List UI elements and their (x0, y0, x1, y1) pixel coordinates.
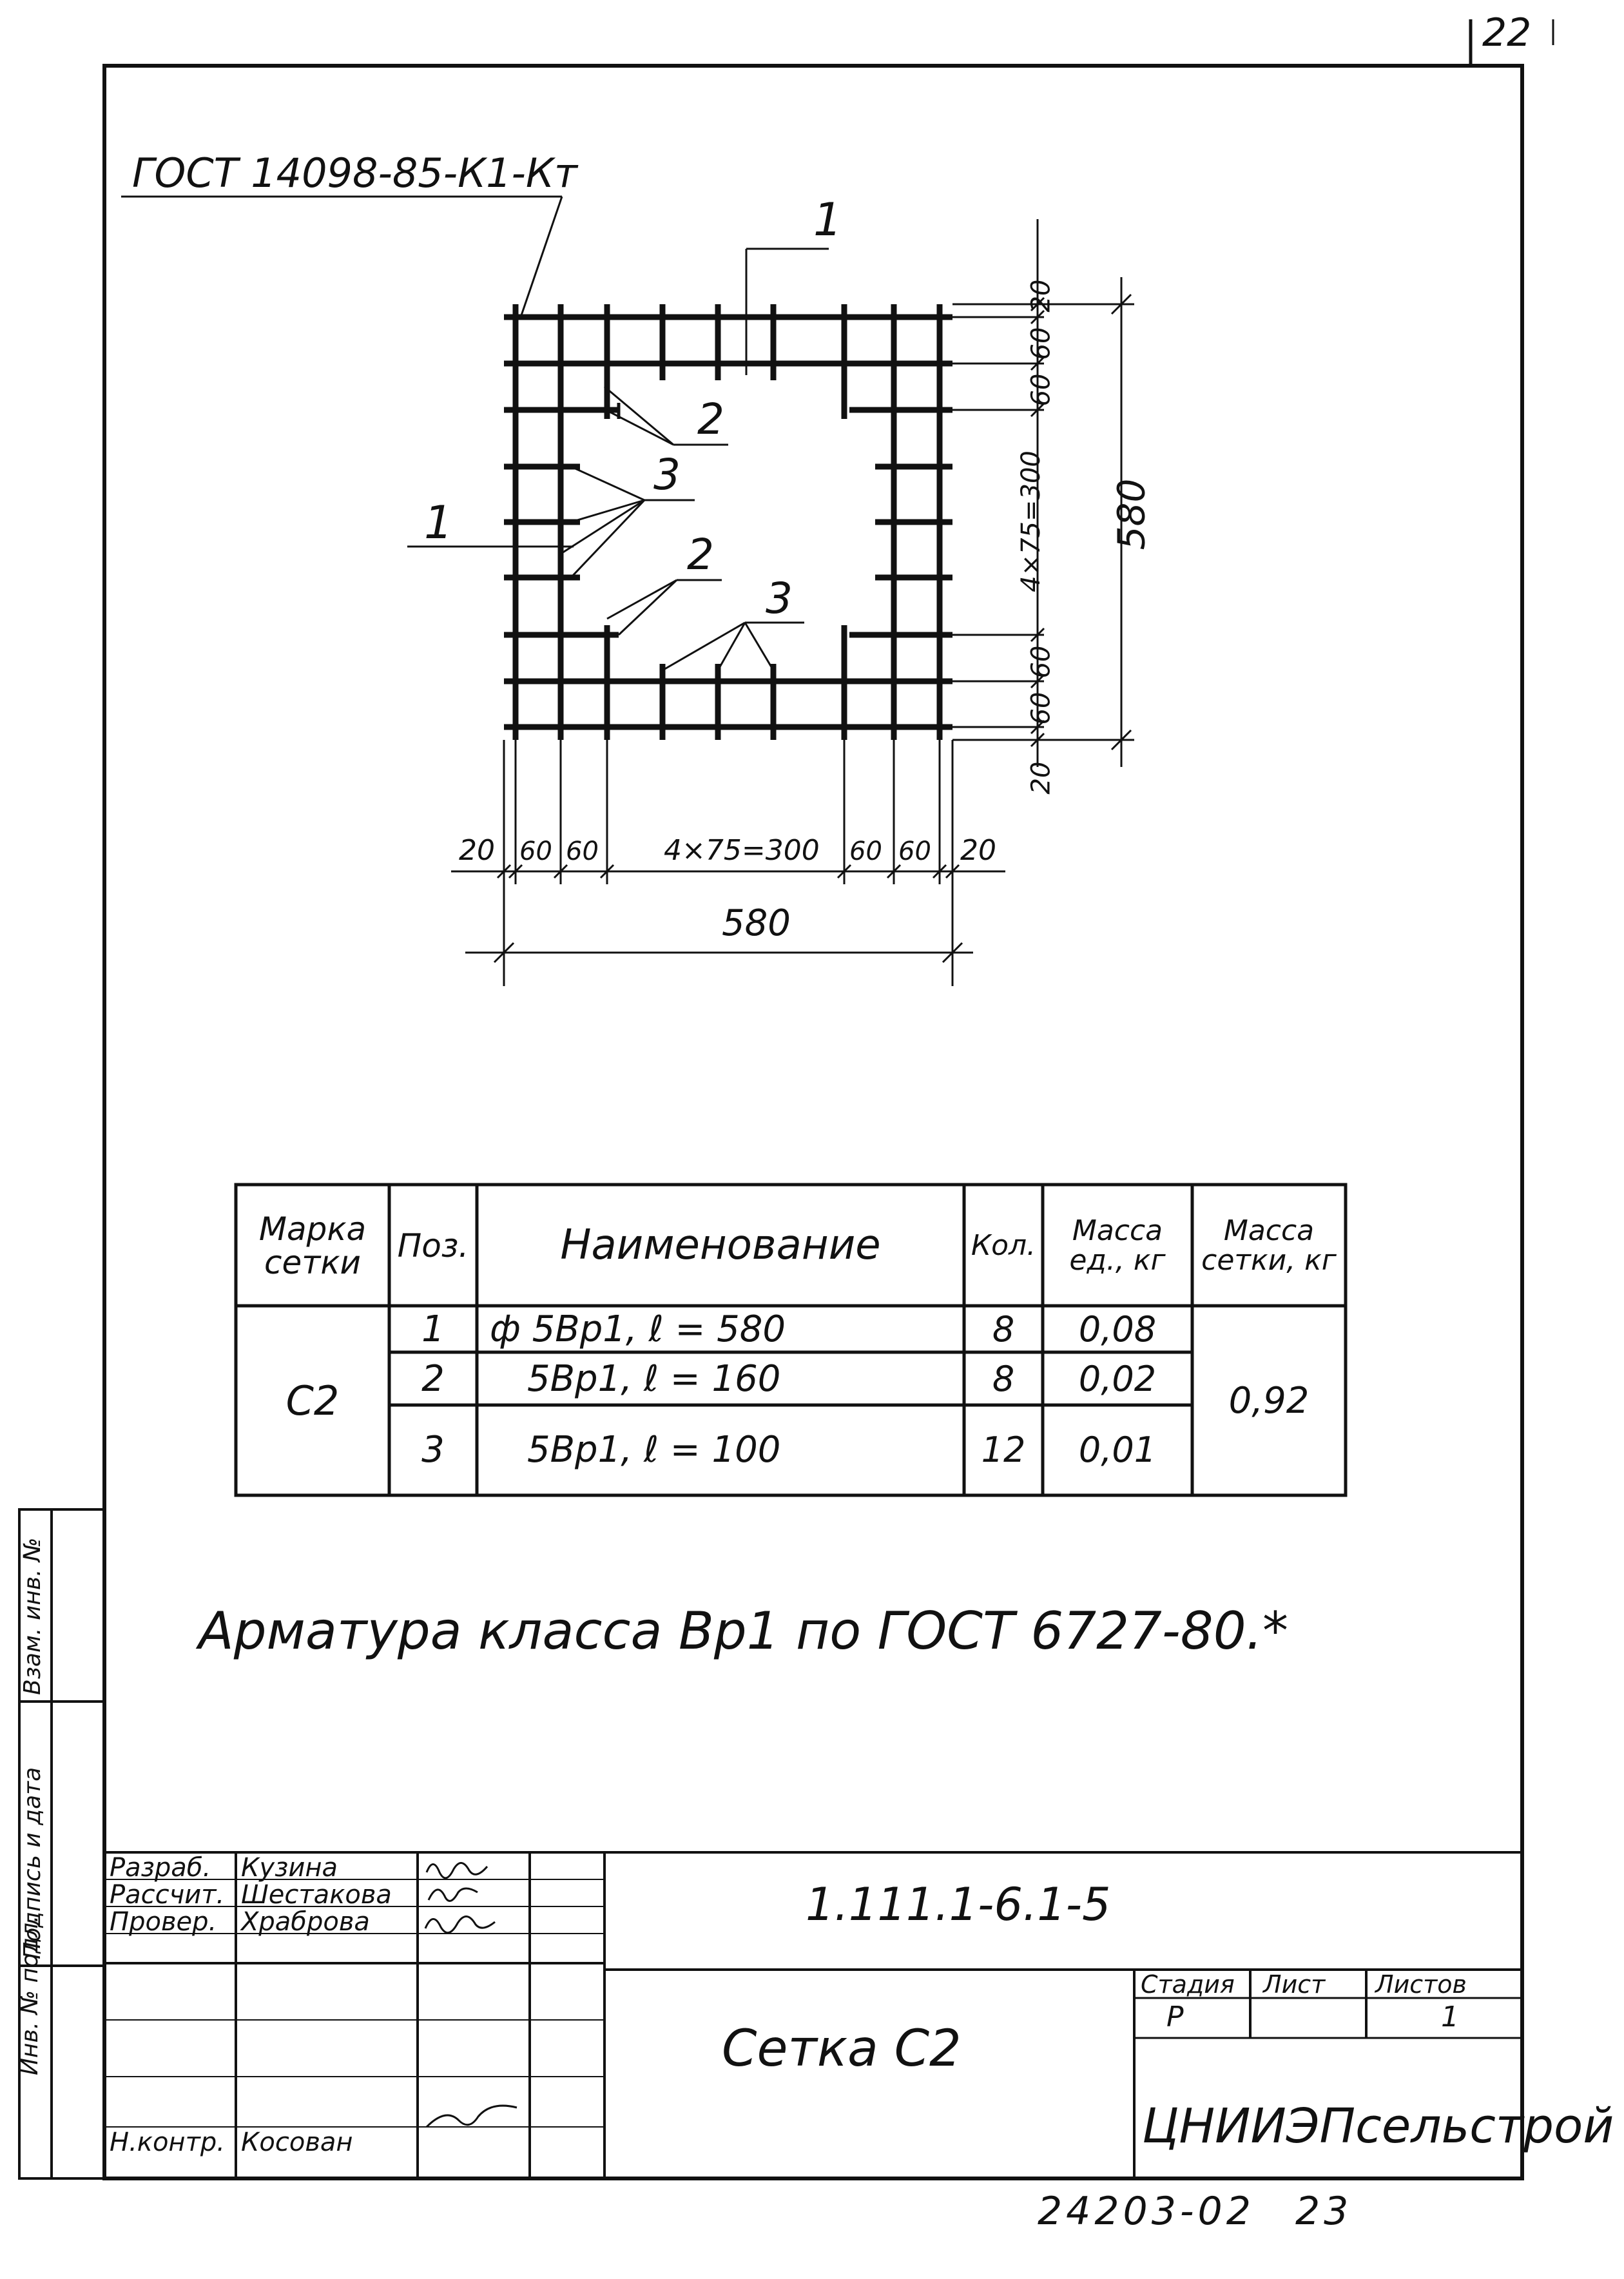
spec-header-mass-unit: Масса ед., кг (1069, 1214, 1166, 1277)
tb-organization: ЦНИИЭПсельстрой (1142, 2099, 1614, 2154)
spec-row-name: 5Вр1, ℓ = 160 (527, 1357, 781, 1400)
tb-role: Рассчит. (110, 1880, 225, 1910)
signature-kosovan (427, 2106, 517, 2127)
tb-sheets-label: Листов (1375, 1970, 1467, 1999)
dim-bottom-label: 20 (960, 834, 996, 867)
tb-name: Шестакова (241, 1880, 392, 1910)
reinforcement-note: Арматура класса Вр1 по ГОСТ 6727-80.* (198, 1601, 1289, 1661)
spec-row-mass: 0,01 (1078, 1429, 1157, 1470)
spec-row-qty: 12 (981, 1429, 1026, 1470)
callout-pos2-upper: 2 (697, 394, 724, 444)
tb-role: Провер. (110, 1907, 217, 1937)
dim-bottom-label: 60 (898, 837, 931, 866)
tb-title: Сетка С2 (722, 2020, 962, 2078)
bottom-page: 23 (1295, 2189, 1353, 2234)
side-stamp-vzam-inv: Взам. инв. № (19, 1537, 46, 1695)
section-mark-top: 1 (813, 193, 842, 246)
spec-row-mass: 0,02 (1078, 1358, 1157, 1399)
tb-sheet-label: Лист (1263, 1970, 1326, 1999)
signature-kuzina (427, 1863, 487, 1877)
section-1-top (746, 249, 829, 375)
spec-row-qty: 8 (992, 1308, 1015, 1350)
dim-right-label: 60 (1026, 692, 1056, 725)
signatures (425, 1863, 517, 2127)
bottom-code: 24203-02 (1038, 2189, 1255, 2234)
spec-header-qty: Кол. (971, 1228, 1036, 1262)
tb-stage-value: Р (1166, 2001, 1184, 2033)
dim-bottom-label: 60 (566, 837, 599, 866)
dim-right-label: 60 (1026, 373, 1056, 407)
dim-right-label: 20 (1026, 761, 1056, 795)
dim-right-label: 20 (1026, 279, 1056, 313)
callout-pos3-bottom: 3 (766, 574, 793, 623)
spec-mesh-mark: С2 (285, 1377, 340, 1425)
tb-name: Косован (241, 2128, 353, 2157)
dim-bottom-label: 20 (459, 834, 495, 867)
tb-name: Кузина (241, 1853, 338, 1883)
dim-right-label: 4×75=300 (1016, 451, 1046, 592)
tb-doc-code: 1.111.1-6.1-5 (806, 1878, 1111, 1931)
spec-row-mass: 0,08 (1078, 1308, 1157, 1350)
dim-bottom-label: 60 (519, 837, 552, 866)
dim-right-total: 580 (1109, 478, 1154, 550)
spec-header-mark: Марка сетки (258, 1210, 367, 1281)
spec-row-pos: 1 (421, 1308, 445, 1350)
callout-leaders (562, 387, 804, 670)
dim-bottom-label: 4×75=300 (664, 834, 820, 867)
spec-row-pos: 3 (421, 1428, 445, 1471)
spec-header-pos: Поз. (397, 1227, 469, 1265)
dim-bottom-label: 60 (849, 837, 882, 866)
tb-stage-label: Стадия (1141, 1970, 1235, 1999)
spec-row-name: 5Вр1, ℓ = 100 (527, 1428, 781, 1471)
signature-shestakova (429, 1888, 478, 1901)
corner-page-number: 22 (1482, 10, 1532, 55)
spec-header-mass-total: Масса сетки, кг (1201, 1214, 1337, 1277)
callout-pos3-left: 3 (653, 450, 681, 499)
spec-mesh-mass: 0,92 (1228, 1379, 1310, 1422)
dim-right-label: 60 (1026, 327, 1056, 360)
dim-bottom-total: 580 (722, 902, 791, 944)
gost-leader (121, 197, 562, 317)
signature-khrabrova (425, 1916, 495, 1932)
gost-reference: ГОСТ 14098-85-К1-Кт (132, 150, 578, 197)
spec-header-name: Наименование (560, 1221, 881, 1270)
dim-right-label: 60 (1026, 645, 1056, 679)
section-mark-left: 1 (424, 496, 453, 549)
tb-role: Н.контр. (110, 2128, 225, 2157)
callout-pos2-lower: 2 (687, 530, 714, 579)
spec-row-pos: 2 (421, 1357, 445, 1400)
tb-role: Разраб. (110, 1853, 211, 1883)
side-stamp-podpis-data: Подпись и дата (19, 1767, 46, 1959)
spec-row-qty: 8 (992, 1358, 1015, 1399)
side-stamp-inv-podl: Инв. № подл. (17, 1915, 43, 2075)
tb-sheets-value: 1 (1441, 2001, 1459, 2033)
tb-name: Храброва (241, 1907, 370, 1937)
spec-row-name: ф 5Вр1, ℓ = 580 (490, 1308, 786, 1350)
